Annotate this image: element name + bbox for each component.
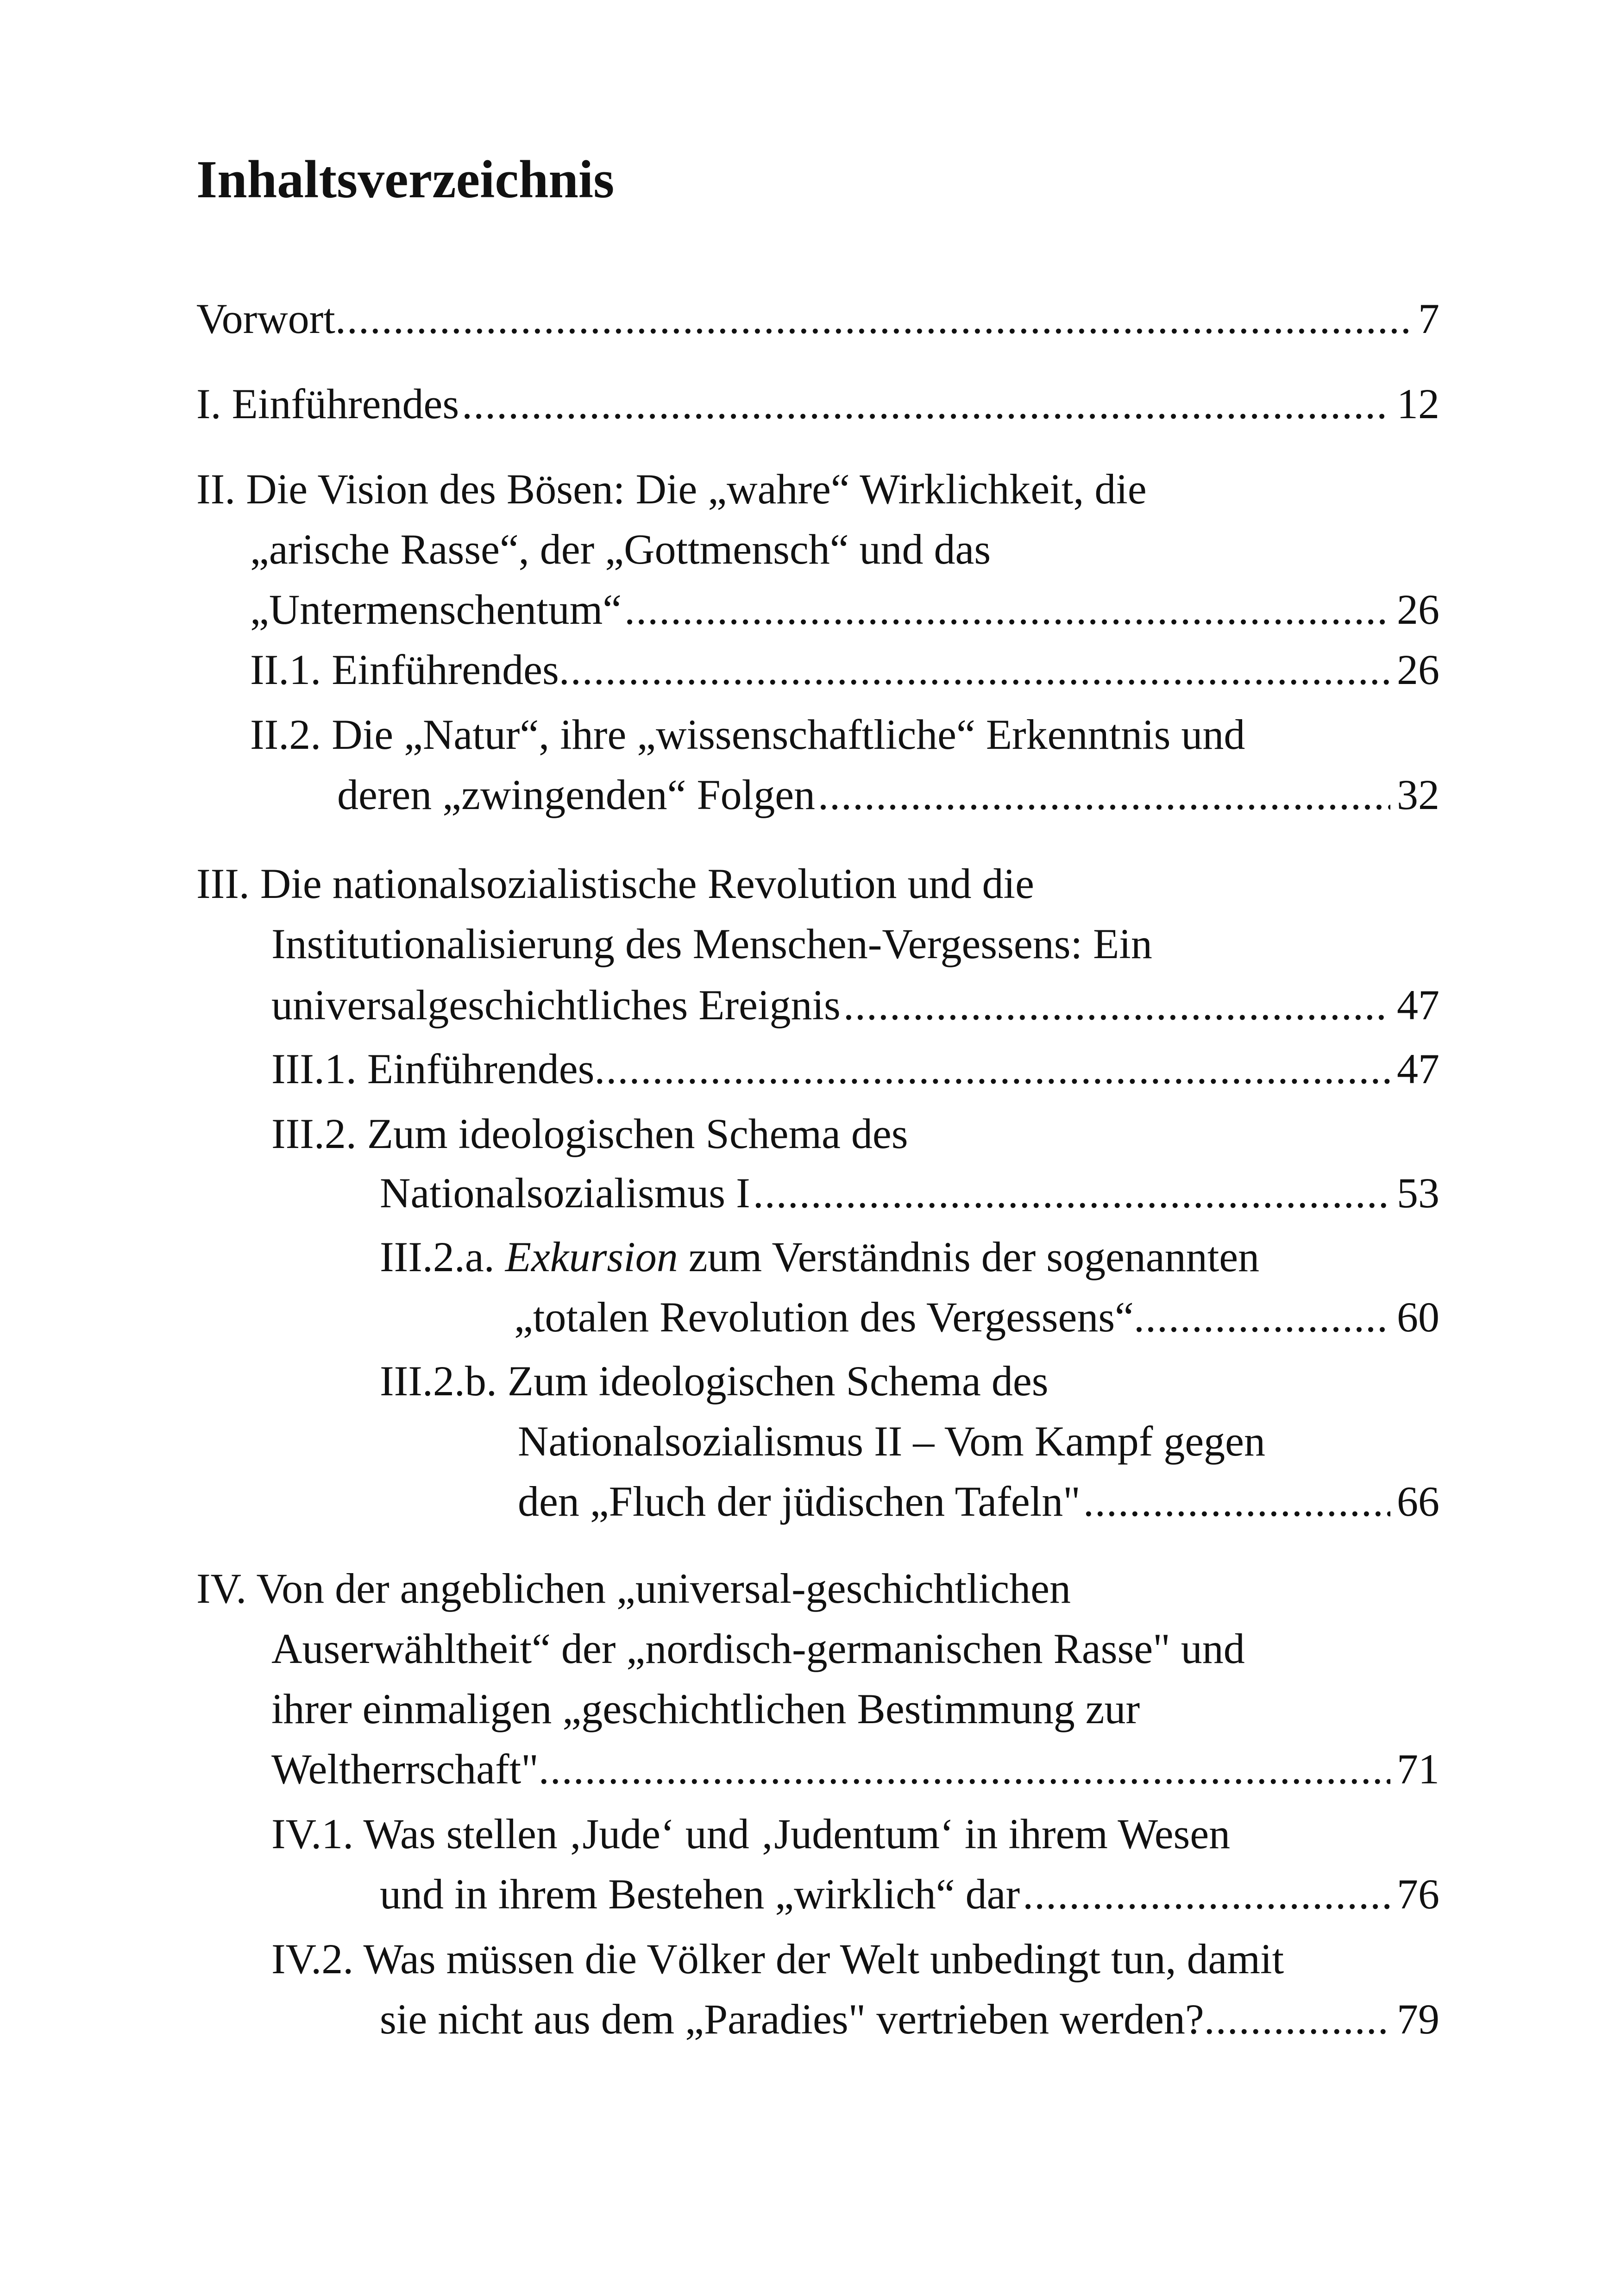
dot-leader bbox=[462, 383, 1390, 425]
toc-entry-section-4-1-line-1: IV.1. Was stellen ‚Jude‘ und ‚Judentum‘ in ihrem Wesen bbox=[271, 1810, 1231, 1857]
toc-page-number: 26 bbox=[1397, 646, 1439, 693]
dot-leader bbox=[594, 1048, 1390, 1090]
toc-entry-text: universalgeschichtliches Ereignis bbox=[271, 981, 841, 1029]
toc-page-number: 26 bbox=[1397, 586, 1439, 633]
toc-entry-subsection-3-2-a-line-1 bbox=[380, 1233, 1260, 1280]
toc-entry-text: II.1. Einführendes bbox=[250, 646, 559, 693]
toc-entry-text: sie nicht aus dem „Paradies" vertrieben werden? bbox=[380, 1995, 1204, 2043]
toc-entry-section-2-2-line-1: II.2. Die „Natur“, ihre „wissenschaftliche“ Erkenntnis und bbox=[250, 711, 1245, 758]
toc-entry-chapter-4-last-line bbox=[271, 1745, 1439, 1793]
dot-leader bbox=[1134, 1296, 1390, 1338]
toc-entry-text: Weltherrschaft" bbox=[271, 1745, 539, 1793]
toc-entry-section-3-2-line-1: III.2. Zum ideologischen Schema des bbox=[271, 1110, 908, 1157]
toc-entry-section-3-2-last-line bbox=[380, 1169, 1439, 1217]
toc-entry-chapter-4-line-3: ihrer einmaligen „geschichtlichen Bestimmung zur bbox=[271, 1685, 1140, 1732]
toc-page-number: 79 bbox=[1397, 1995, 1439, 2043]
dot-leader bbox=[753, 1172, 1390, 1214]
toc-entry-text: „Untermenschentum“ bbox=[250, 586, 622, 633]
toc-page-number: 53 bbox=[1397, 1169, 1439, 1217]
toc-entry-chapter-2-line-1: II. Die Vision des Bösen: Die „wahre“ Wirklichkeit, die bbox=[196, 465, 1147, 513]
toc-entry-chapter-3-line-2: Institutionalisierung des Menschen-Vergessens: Ein bbox=[271, 920, 1152, 967]
toc-entry-vorwort bbox=[196, 297, 1439, 340]
toc-entry-subsection-3-2-a-last-line bbox=[514, 1293, 1439, 1341]
toc-entry-chapter-3-line-1: III. Die nationalsozialistische Revolution und die bbox=[196, 860, 1034, 907]
toc-entry-chapter-3-last-line bbox=[271, 981, 1439, 1029]
toc-entry-chapter-1 bbox=[196, 380, 1439, 427]
toc-entry-italic-word: Exkursion bbox=[505, 1233, 678, 1280]
toc-entry-section-2-2-last-line bbox=[337, 773, 1439, 816]
dot-leader bbox=[1204, 1998, 1390, 2040]
toc-entry-text: zum Verständnis der sogenannten bbox=[688, 1233, 1260, 1280]
dot-leader bbox=[559, 648, 1390, 691]
toc-page-number: 47 bbox=[1397, 1045, 1439, 1092]
toc-entry-section-4-2-line-1: IV.2. Was müssen die Völker der Welt unbedingt tun, damit bbox=[271, 1935, 1284, 1982]
dot-leader bbox=[539, 1748, 1390, 1790]
dot-leader bbox=[335, 297, 1412, 340]
dot-leader bbox=[1023, 1873, 1390, 1915]
toc-entry-text: und in ihrem Bestehen „wirklich“ dar bbox=[380, 1870, 1020, 1918]
toc-entry-section-4-1-last-line bbox=[380, 1870, 1439, 1918]
toc-page-number: 12 bbox=[1397, 380, 1439, 427]
toc-entry-number: III.2.a. bbox=[380, 1233, 495, 1280]
page-title: Inhaltsverzeichnis bbox=[196, 150, 615, 209]
toc-entry-text: I. Einführendes bbox=[196, 380, 459, 427]
toc-page-number: 66 bbox=[1397, 1478, 1439, 1525]
toc-page-number: 60 bbox=[1397, 1293, 1439, 1341]
toc-entry-subsection-3-2-b-line-2: Nationalsozialismus II – Vom Kampf gegen bbox=[518, 1418, 1265, 1465]
toc-entry-text: III.1. Einführendes bbox=[271, 1045, 595, 1092]
toc-entry-chapter-4-line-1: IV. Von der angeblichen „universal-geschichtlichen bbox=[196, 1565, 1071, 1612]
toc-entry-text: deren „zwingenden“ Folgen bbox=[337, 771, 816, 818]
toc-entry-text: den „Fluch der jüdischen Tafeln" bbox=[518, 1478, 1081, 1525]
toc-entry-section-3-1 bbox=[271, 1045, 1439, 1092]
toc-entry-subsection-3-2-b-last-line bbox=[518, 1480, 1439, 1523]
toc-page-number: 76 bbox=[1397, 1870, 1439, 1918]
dot-leader bbox=[818, 773, 1390, 816]
toc-entry-subsection-3-2-b-line-1: III.2.b. Zum ideologischen Schema des bbox=[380, 1357, 1049, 1405]
toc-page-number: 7 bbox=[1418, 295, 1439, 342]
toc-page-number: 71 bbox=[1397, 1745, 1439, 1793]
dot-leader bbox=[624, 588, 1390, 631]
toc-entry-text: Nationalsozialismus I bbox=[380, 1169, 750, 1217]
dot-leader bbox=[843, 984, 1390, 1026]
toc-entry-text: Vorwort bbox=[196, 295, 335, 342]
toc-entry-text: „totalen Revolution des Vergessens“ bbox=[514, 1293, 1134, 1341]
dot-leader bbox=[1083, 1480, 1390, 1523]
toc-page-number: 32 bbox=[1397, 771, 1439, 818]
toc-entry-chapter-2-last-line bbox=[250, 588, 1439, 631]
toc-entry-chapter-4-line-2: Auserwähltheit“ der „nordisch-germanischen Rasse" und bbox=[271, 1625, 1245, 1672]
toc-page-number: 47 bbox=[1397, 981, 1439, 1029]
toc-entry-section-4-2-last-line bbox=[380, 1995, 1439, 2043]
toc-entry-chapter-2-line-2: „arische Rasse“, der „Gottmensch“ und das bbox=[250, 526, 991, 573]
toc-entry-section-2-1 bbox=[250, 648, 1439, 691]
